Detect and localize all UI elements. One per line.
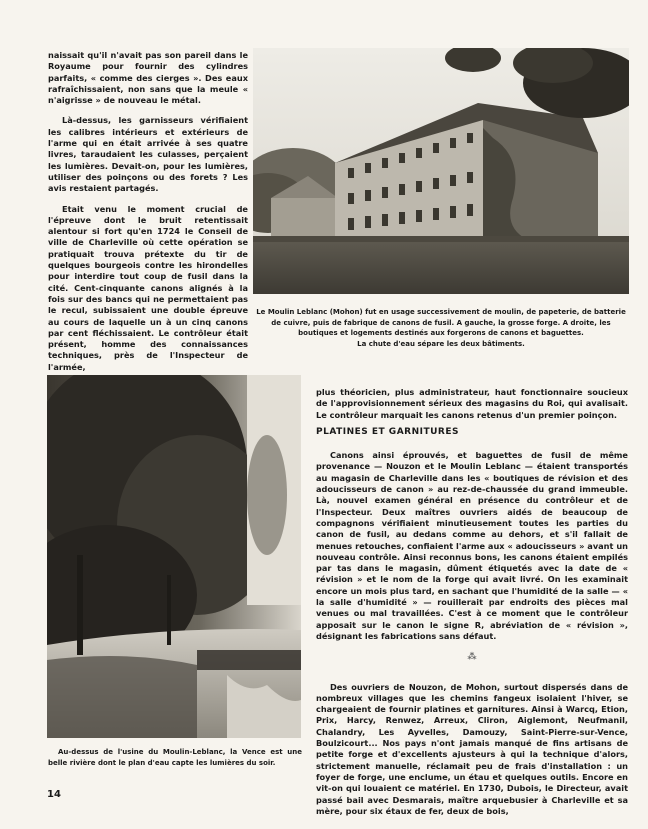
- paragraph: Canons ainsi éprouvés, et baguettes de fusil de même provenance — Nouzon et le Moulin Leblanc — étaient transportés au magasin de Charleville dans les « boutiques de révision et des adoucisseurs de canon » au rez-de-chaussée du grand immeuble. Là, nouvel examen général en présence du contrôleur et de l'Inspecteur. Deux maîtres ouvriers aidés de beaucoup de compagnons vérifiaient minutieusement toutes les parties du canon de fusil, au dedans comme au dehors, et s'il fallait de menues retouches, confiaient l'arme aux « adoucisseurs » avant un nouveau contrôle. Ainsi reconnus bons, les canons étaient empilés par tas dans le magasin, dûment étiquetés avec la date de « révision » et le nom de la forge qui avait livré. On les examinait encore un mois plus tard, en sachant que l'humidité de la salle — « la salle d'humidité » — rouillerait par endroits des pièces mal venues ou mal travaillées. C'est à ce moment que le contrôleur apposait sur le canon le signe R, abréviation de « révision », désignant les fabrications sans défaut.: [316, 450, 628, 641]
- caption-line: La chute d'eau sépare les deux bâtiments.: [357, 339, 525, 348]
- paragraph: Etait venu le moment crucial de l'épreuve dont le bruit retentissait alentour si fort qu'en 1724 le Conseil de ville de Charleville où cette opération se pratiquait trouva prétexte du tir de quelques bourgeois contre les hirondelles pour interdire tout coup de fusil dans la cité. Cent-cinquante canons alignés à la fois sur des bancs qui ne permettaient pas le recul, subissaient une double épreuve au cours de laquelle un à un cinq canons par cent fléchissaient. Le contrôleur était présent, homme des connaissances techniques, près de l'Inspecteur de l'armée,: [48, 203, 248, 372]
- caption-line: Le Moulin Leblanc (Mohon) fut en usage successivement de moulin, de papeterie, de batterie de cuivre, puis de fabrique de canons de fusil. A gauche, la grosse forge. A droite, les boutiques et logements destinés aux forgerons de canons et baguettes.: [256, 308, 626, 337]
- page-number: 14: [47, 789, 61, 800]
- section-ornament: ⁂: [467, 652, 477, 663]
- river-photo-caption: Au-dessus de l'usine du Moulin-Leblanc, la Vence est une belle rivière dont le plan d'eau capte les lumières du soir.: [48, 748, 302, 767]
- paragraph: naissait qu'il n'avait pas son pareil dans le Royaume pour fournir des cylindres parfaits, « comme des cierges ». Des eaux rafraîchissaient, non sans que la meule « n'aigrisse » de nouveau le métal.: [48, 50, 248, 106]
- paragraph: Des ouvriers de Nouzon, de Mohon, surtout dispersés dans de nombreux villages que les chemins fangeux isolaient l'hiver, se chargeaient de fournir platines et garnitures. Ainsi à Warcq, Etion, Prix, Harcy, Renwez, Arreux, Cliron, Aiglemont, Neufmanil, Chalandry, Les Ayvelles, Damouzy, Saint-Pierre-sur-Vence, Boulzicourt... Nos pays n'ont jamais manqué de fins artisans de petite forge et d'excellents ajusteurs à qui la technique d'alors, strictement manuelle, réclamait peu de frais d'installation : un foyer de forge, une enclume, un étau et quelques outils. Encore en vit-on qui louaient ce matériel. En 1730, Dubois, le Directeur, avait passé bail avec Desmarais, maître arquebusier à Charleville et sa mère, pour six étaux de fer, deux de bois,: [316, 681, 628, 816]
- moulin-leblanc-photo: [253, 48, 629, 294]
- left-text-column: [48, 50, 248, 382]
- paragraph: Là-dessus, les garnisseurs vérifiaient les calibres intérieurs et extérieurs de l'arme qui en était arrivée à ses quatre livres, taraudaient les culasses, perçaient les lumières. Devait-on, pour les lumières, utiliser des poinçons ou des forets ? Les avis restaient partagés.: [48, 115, 248, 194]
- right-text-column: [316, 387, 628, 823]
- mill-photo-caption: [254, 307, 628, 349]
- paragraph: plus théoricien, plus administrateur, haut fonctionnaire soucieux de l'approvisionnement sérieux des magasins du Roi, qui avalisait. Le contrôleur marquait les canons retenus d'un premier poinçon.: [316, 387, 628, 420]
- vence-river-photo: [47, 375, 301, 738]
- section-heading: PLATINES ET GARNITURES: [316, 426, 459, 437]
